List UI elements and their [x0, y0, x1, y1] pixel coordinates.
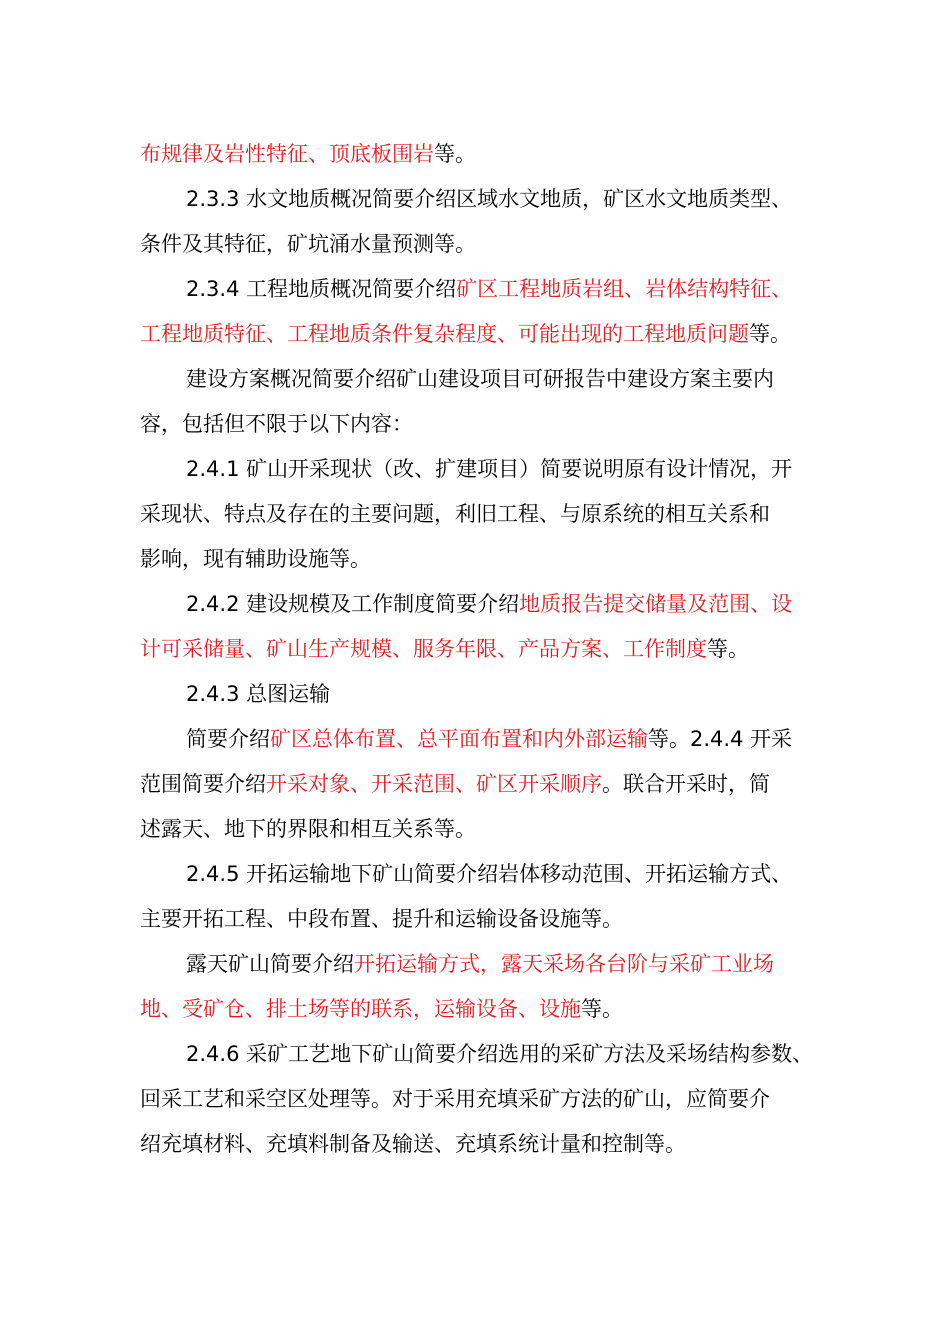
text-line — [140, 177, 830, 222]
highlighted-text: 布规律及岩性特征、顶底板围岩 — [140, 142, 434, 166]
body-text: 2.4.6 采矿工艺地下矿山简要介绍选用的采矿方法及采场结构参数、 — [186, 1042, 814, 1066]
body-text: 采现状、特点及存在的主要问题，利旧工程、与原系统的相互关系和 — [140, 502, 770, 526]
body-text: 2.4.2 建设规模及工作制度简要介绍 — [186, 592, 520, 616]
text-line — [140, 582, 830, 627]
highlighted-text: 地、受矿仓、排土场等的联系，运输设备、设施 — [140, 997, 581, 1021]
highlighted-text: 矿区工程地质岩组、岩体结构特征、 — [456, 277, 793, 301]
text-line — [140, 897, 830, 942]
body-text: 等。 — [434, 142, 476, 166]
highlighted-text: 开拓运输方式，露天采场各台阶与采矿工业场 — [354, 952, 774, 976]
document-body — [140, 132, 830, 1167]
text-line — [140, 1032, 830, 1077]
body-text: 容，包括但不限于以下内容： — [140, 412, 413, 436]
body-text: 。联合开采时，简 — [602, 772, 770, 796]
body-text: 2.4.3 总图运输 — [186, 682, 331, 706]
body-text: 等。 — [581, 997, 623, 1021]
text-line — [140, 672, 830, 717]
highlighted-text: 开采对象、开采范围、矿区开采顺序 — [266, 772, 602, 796]
text-line — [140, 1122, 830, 1167]
body-text: 影响，现有辅助设施等。 — [140, 547, 371, 571]
text-line — [140, 852, 830, 897]
body-text: 条件及其特征，矿坑涌水量预测等。 — [140, 232, 476, 256]
body-text: 建设方案概况简要介绍矿山建设项目可研报告中建设方案主要内 — [186, 367, 774, 391]
text-line — [140, 447, 830, 492]
body-text: 2.3.3 水文地质概况简要介绍区域水文地质，矿区水文地质类型、 — [186, 187, 793, 211]
body-text: 述露天、地下的界限和相互关系等。 — [140, 817, 476, 841]
document-page — [140, 132, 830, 1167]
text-line — [140, 357, 830, 402]
text-line — [140, 222, 830, 267]
body-text: 2.4.1 矿山开采现状（改、扩建项目）简要说明原有设计情况，开 — [186, 457, 793, 481]
highlighted-text: 工程地质特征、工程地质条件复杂程度、可能出现的工程地质问题 — [140, 322, 749, 346]
text-line — [140, 762, 830, 807]
body-text: 主要开拓工程、中段布置、提升和运输设备设施等。 — [140, 907, 623, 931]
body-text: 等。 — [749, 322, 791, 346]
body-text: 2.3.4 工程地质概况简要介绍 — [186, 277, 457, 301]
highlighted-text: 矿区总体布置、总平面布置和内外部运输 — [270, 727, 648, 751]
body-text: 绍充填材料、充填料制备及输送、充填系统计量和控制等。 — [140, 1132, 686, 1156]
highlighted-text: 计可采储量、矿山生产规模、服务年限、产品方案、工作制度 — [140, 637, 707, 661]
body-text: 回采工艺和采空区处理等。对于采用充填采矿方法的矿山，应简要介 — [140, 1087, 770, 1111]
highlighted-text: 地质报告提交储量及范围、设 — [519, 592, 793, 616]
body-text: 范围简要介绍 — [140, 772, 266, 796]
body-text: 简要介绍 — [186, 727, 270, 751]
text-line — [140, 807, 830, 852]
text-line — [140, 942, 830, 987]
text-line — [140, 627, 830, 672]
body-text: 2.4.5 开拓运输地下矿山简要介绍岩体移动范围、开拓运输方式、 — [186, 862, 793, 886]
text-line — [140, 267, 830, 312]
text-line — [140, 987, 830, 1032]
text-line — [140, 1077, 830, 1122]
text-line — [140, 312, 830, 357]
text-line — [140, 132, 830, 177]
body-text: 等。2.4.4 开采 — [648, 727, 793, 751]
text-line — [140, 402, 830, 447]
text-line — [140, 492, 830, 537]
body-text: 露天矿山简要介绍 — [186, 952, 354, 976]
text-line — [140, 537, 830, 582]
body-text: 等。 — [707, 637, 749, 661]
text-line — [140, 717, 830, 762]
